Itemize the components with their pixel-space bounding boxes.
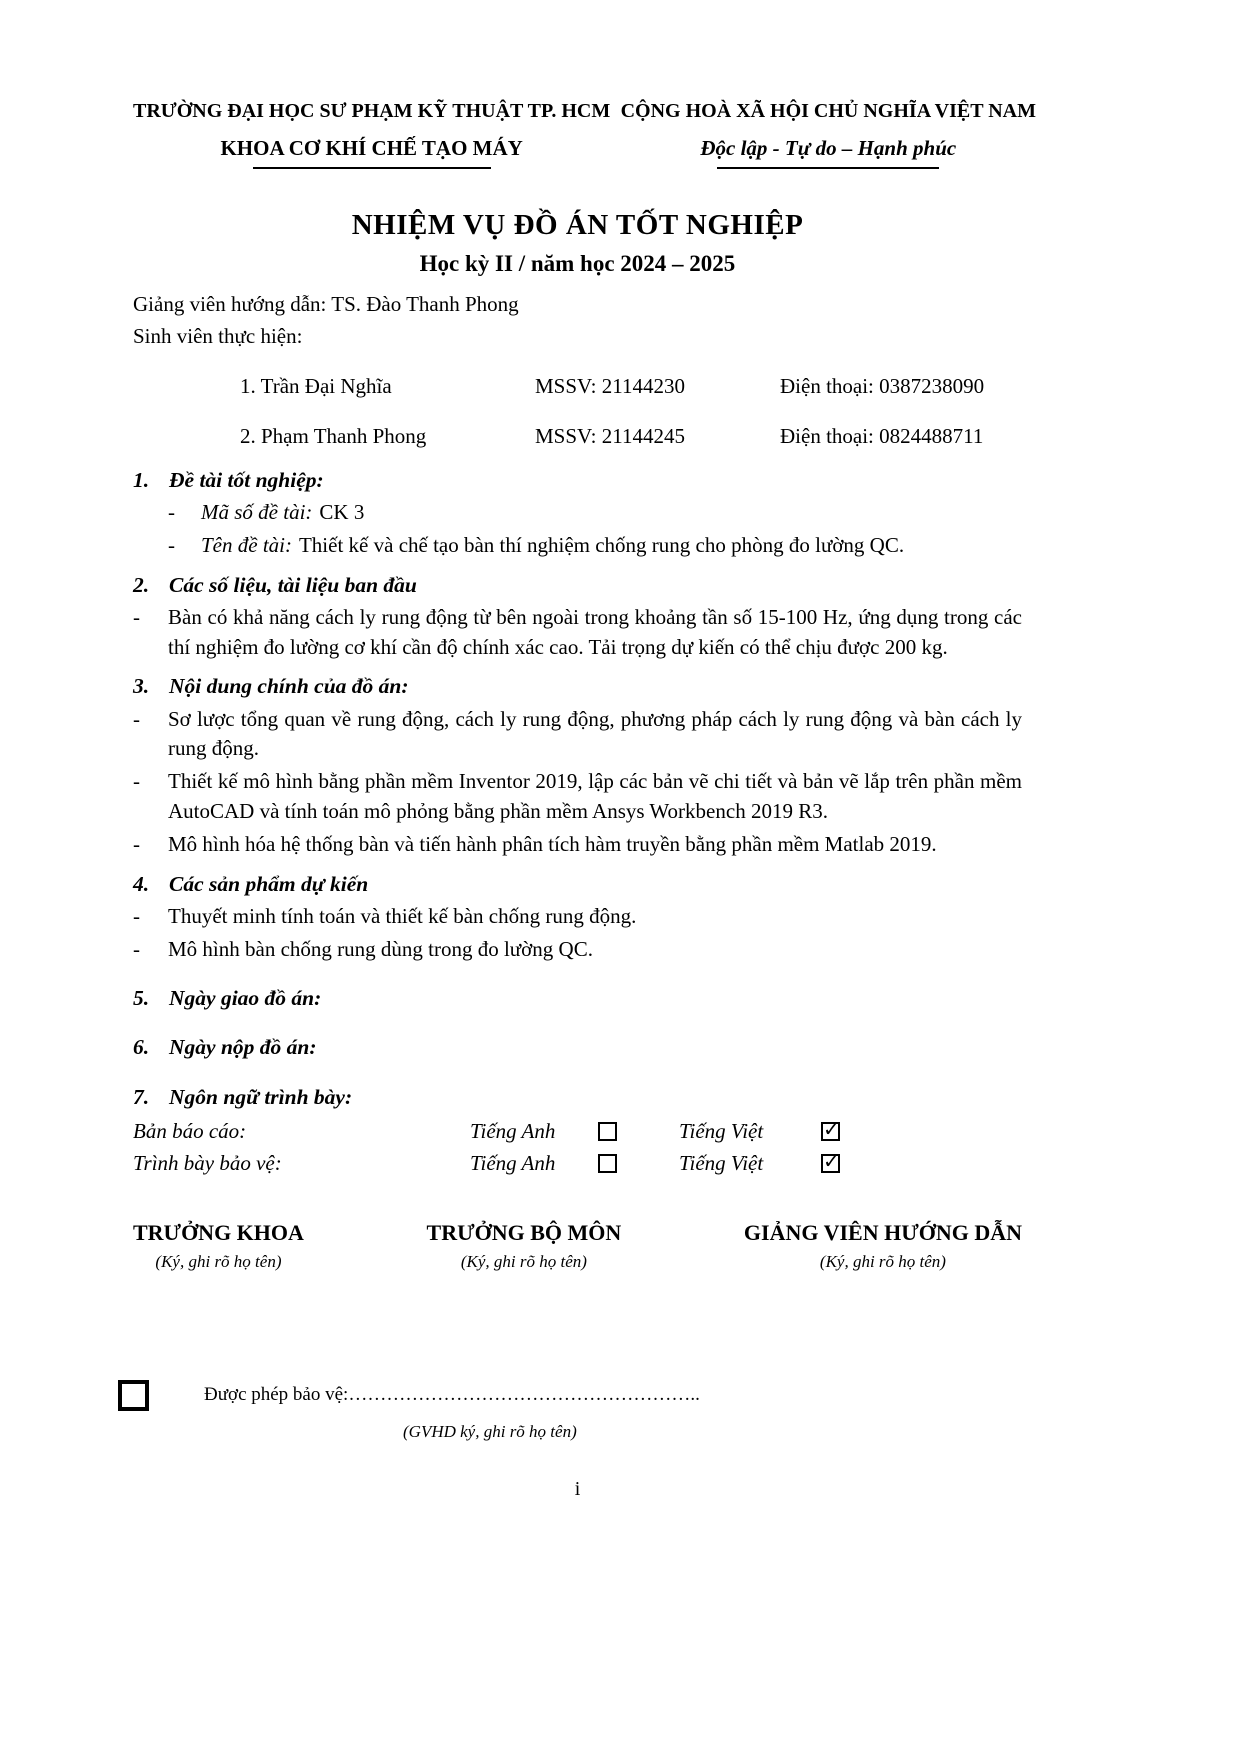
item-text: Bàn có khả năng cách ly rung động từ bên ngoài trong khoảng tần số 15-100 Hz, ứng dụng trong các thí nghiệm đo lường cơ khí cần độ chính xác cao. Tải trọng dự kiến có thể chịu được 200 kg. bbox=[168, 604, 1022, 659]
signature-advisor bbox=[744, 1220, 1022, 1272]
dash-bullet: - bbox=[168, 532, 175, 557]
faculty-name: KHOA CƠ KHÍ CHẾ TẠO MÁY bbox=[220, 136, 523, 160]
checkbox-report-english[interactable] bbox=[598, 1122, 617, 1141]
university-block bbox=[133, 100, 610, 169]
signature-row bbox=[133, 1220, 1022, 1272]
item-label: Mã số đề tài: bbox=[201, 500, 313, 525]
semester-subtitle: Học kỳ II / năm học 2024 – 2025 bbox=[419, 251, 736, 276]
list-item bbox=[133, 767, 1022, 827]
signature-department-head bbox=[427, 1220, 622, 1272]
section-3-heading bbox=[133, 671, 1022, 701]
approval-note: (GVHD ký, ghi rõ họ tên) bbox=[403, 1421, 577, 1441]
sections bbox=[133, 465, 1022, 1176]
dash-bullet: - bbox=[133, 604, 140, 629]
advisor-line: Giảng viên hướng dẫn: TS. Đào Thanh Phong bbox=[133, 292, 519, 316]
students-label: Sinh viên thực hiện: bbox=[133, 324, 303, 348]
section-2-heading bbox=[133, 570, 1022, 600]
approval-line: Được phép bảo vệ:……………………………………………….. bbox=[204, 1384, 700, 1406]
section-title: Đề tài tốt nghiệp: bbox=[169, 468, 324, 492]
checkbox-defense-english[interactable] bbox=[598, 1154, 617, 1173]
dash-bullet: - bbox=[133, 706, 140, 731]
dash-bullet: - bbox=[133, 936, 140, 961]
language-row-label: Trình bày bảo vệ: bbox=[133, 1150, 282, 1175]
section-number: 7. bbox=[133, 1084, 150, 1109]
dash-bullet: - bbox=[133, 903, 140, 928]
section-title: Ngày giao đồ án: bbox=[169, 986, 322, 1011]
check-mark-icon: ✓ bbox=[823, 1148, 840, 1173]
page-number: i bbox=[574, 1478, 581, 1500]
item-text: Mô hình bàn chống rung dùng trong đo lường QC. bbox=[168, 936, 593, 961]
student-row-2 bbox=[133, 424, 1022, 449]
item-text: Thiết kế mô hình bằng phần mềm Inventor 2019, lập các bản vẽ chi tiết và bản vẽ lắp trên phần mềm AutoCAD và tính toán mô phỏng bằng phần mềm Ansys Workbench 2019 R3. bbox=[168, 769, 1022, 823]
student-phone: Điện thoại: 0387238090 bbox=[780, 374, 985, 398]
national-header-block bbox=[621, 100, 1036, 169]
item-label: Tên đề tài: bbox=[201, 532, 292, 557]
list-item bbox=[133, 830, 1022, 860]
item-text: Thuyết minh tính toán và thiết kế bàn chống rung động. bbox=[168, 903, 637, 928]
signature-note: (Ký, ghi rõ họ tên) bbox=[460, 1251, 587, 1271]
page-title: NHIỆM VỤ ĐỒ ÁN TỐT NGHIỆP bbox=[351, 209, 804, 241]
list-item bbox=[133, 531, 1022, 561]
signature-title: TRƯỞNG BỘ MÔN bbox=[426, 1219, 622, 1245]
student-id: MSSV: 21144230 bbox=[535, 374, 685, 398]
section-title: Nội dung chính của đồ án: bbox=[169, 674, 409, 699]
language-row-report bbox=[133, 1116, 1022, 1144]
check-mark-icon: ✓ bbox=[823, 1116, 840, 1141]
item-text: Sơ lược tổng quan về rung động, cách ly rung động, phương pháp cách ly rung động và bàn cách ly rung động. bbox=[168, 706, 1022, 761]
checkbox-defense-vietnamese[interactable] bbox=[821, 1148, 840, 1173]
signature-note: (Ký, ghi rõ họ tên) bbox=[819, 1251, 946, 1271]
document-header bbox=[133, 100, 1036, 169]
language-row-defense bbox=[133, 1148, 1022, 1176]
language-row-label: Bản báo cáo: bbox=[133, 1118, 247, 1143]
signature-title: GIẢNG VIÊN HƯỚNG DẪN bbox=[743, 1219, 1022, 1245]
approval-section bbox=[118, 1380, 1022, 1411]
list-item bbox=[133, 498, 1022, 528]
section-number: 4. bbox=[133, 871, 150, 896]
section-number: 2. bbox=[133, 572, 150, 597]
signature-title: TRƯỞNG KHOA bbox=[133, 1219, 304, 1245]
signature-dean bbox=[133, 1220, 304, 1272]
dash-bullet: - bbox=[168, 500, 175, 525]
section-5-heading bbox=[133, 983, 1022, 1013]
language-option-vietnamese: Tiếng Việt bbox=[679, 1150, 764, 1175]
country-title: CỘNG HOÀ XÃ HỘI CHỦ NGHĨA VIỆT NAM bbox=[620, 100, 1036, 122]
section-4-heading bbox=[133, 869, 1022, 899]
list-item bbox=[133, 902, 1022, 932]
section-number: 5. bbox=[133, 986, 150, 1011]
university-name: TRƯỜNG ĐẠI HỌC SƯ PHẠM KỸ THUẬT TP. HCM bbox=[133, 100, 611, 122]
national-motto: Độc lập - Tự do – Hạnh phúc bbox=[700, 136, 957, 160]
section-number: 6. bbox=[133, 1035, 150, 1060]
list-item bbox=[133, 935, 1022, 965]
section-title: Các số liệu, tài liệu ban đầu bbox=[169, 572, 417, 597]
item-text: Thiết kế và chế tạo bàn thí nghiệm chống rung cho phòng đo lường QC. bbox=[298, 532, 905, 557]
section-7-heading bbox=[133, 1082, 1022, 1112]
item-text: CK 3 bbox=[319, 500, 365, 525]
section-title: Ngày nộp đồ án: bbox=[169, 1035, 317, 1060]
section-1-heading bbox=[133, 465, 1022, 495]
section-title: Ngôn ngữ trình bày: bbox=[169, 1084, 353, 1109]
dash-bullet: - bbox=[133, 769, 140, 794]
student-row-1 bbox=[133, 374, 1022, 399]
section-title: Các sản phẩm dự kiến bbox=[169, 871, 369, 896]
checkbox-report-vietnamese[interactable] bbox=[821, 1116, 840, 1141]
student-phone: Điện thoại: 0824488711 bbox=[780, 424, 984, 448]
signature-note: (Ký, ghi rõ họ tên) bbox=[155, 1251, 282, 1271]
approval-checkbox[interactable] bbox=[118, 1380, 149, 1411]
language-selection bbox=[133, 1116, 1022, 1176]
section-number: 1. bbox=[133, 468, 150, 492]
language-option-english: Tiếng Anh bbox=[470, 1118, 556, 1143]
list-item bbox=[133, 705, 1022, 765]
student-id: MSSV: 21144245 bbox=[535, 424, 685, 448]
header-divider-left bbox=[253, 167, 491, 169]
section-number: 3. bbox=[133, 674, 150, 699]
student-name: 1. Trần Đại Nghĩa bbox=[240, 374, 392, 398]
student-name: 2. Phạm Thanh Phong bbox=[240, 424, 427, 448]
language-option-english: Tiếng Anh bbox=[470, 1150, 556, 1175]
section-6-heading bbox=[133, 1032, 1022, 1062]
list-item bbox=[133, 603, 1022, 663]
header-divider-right bbox=[717, 167, 939, 169]
item-text: Mô hình hóa hệ thống bàn và tiến hành phân tích hàm truyền bằng phần mềm Matlab 2019. bbox=[168, 831, 937, 856]
dash-bullet: - bbox=[133, 831, 140, 856]
language-option-vietnamese: Tiếng Việt bbox=[679, 1118, 764, 1143]
